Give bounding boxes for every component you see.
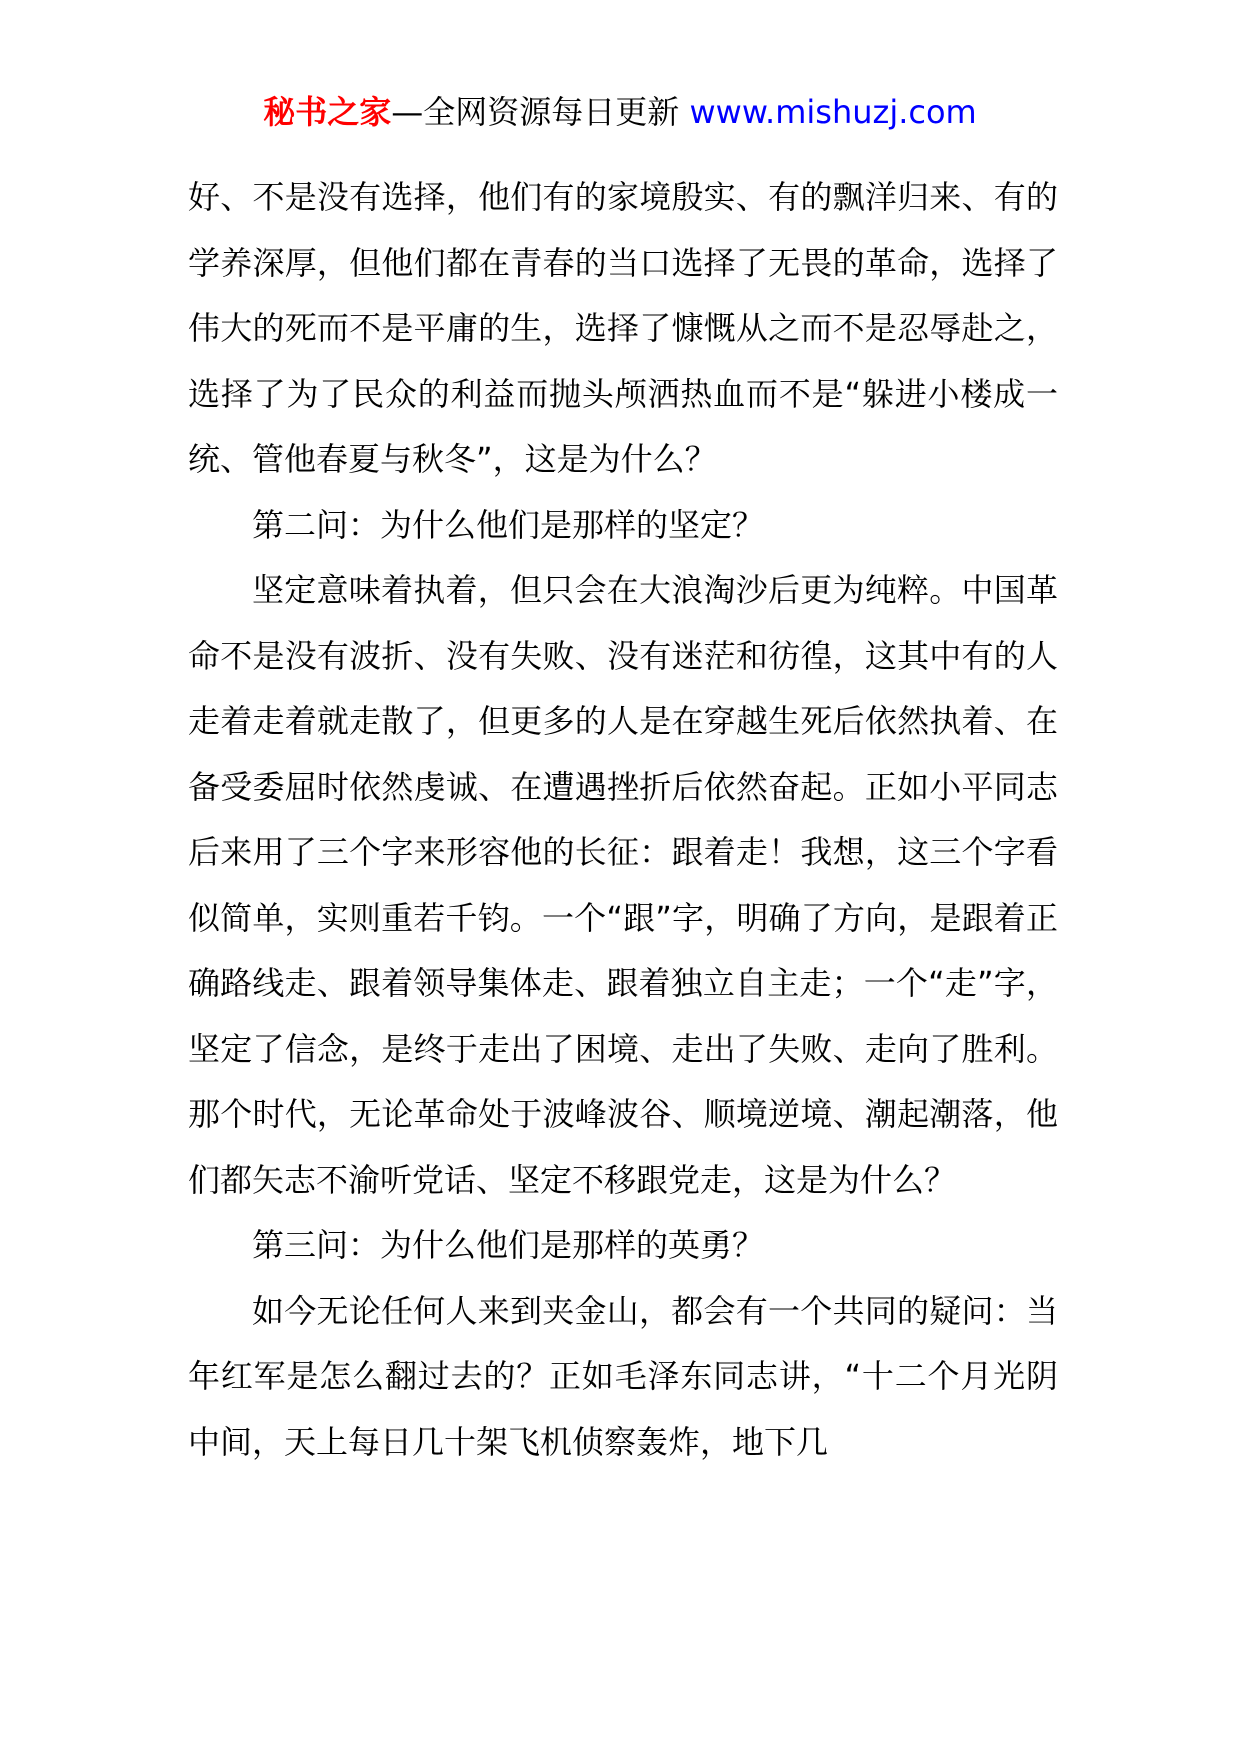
site-tagline: —全网资源每日更新	[391, 93, 680, 131]
paragraph-question-two: 坚定意味着执着，但只会在大浪淘沙后更为纯粹。中国革命不是没有波折、没有失败、没有迷茫和彷徨，这其中有的人走着走着就走散了，但更多的人是在穿越生死后依然执着、在备受委屈时依然虔诚、在遭遇挫折后依然奋起。正如小平同志后来用了三个字来形容他的长征：跟着走！我想，这三个字看似简单，实则重若千钧。一个“跟”字，明确了方向，是跟着正确路线走、跟着领导集体走、跟着独立自主走；一个“走”字，坚定了信念，是终于走出了困境、走出了失败、走向了胜利。那个时代，无论革命处于波峰波谷、顺境逆境、潮起潮落，他们都矢志不渝听党话、坚定不移跟党走，这是为什么？	[188, 571, 1058, 1199]
section-heading-question-two: 第二问：为什么他们是那样的坚定？	[252, 505, 765, 544]
paragraph-continued: 好、不是没有选择，他们有的家境殷实、有的飘洋归来、有的学养深厚，但他们都在青春的当口选择了无畏的革命，选择了伟大的死而不是平庸的生，选择了慷慨从之而不是忍辱赴之，选择了为了民众的利益而抛头颅洒热血而不是“躲进小楼成一统、管他春夏与秋冬”，这是为什么？	[188, 178, 1058, 478]
site-brand: 秘书之家	[263, 93, 392, 131]
section-heading-question-three: 第三问：为什么他们是那样的英勇？	[252, 1226, 765, 1264]
document-body	[188, 165, 1058, 1475]
page-header	[0, 92, 1240, 132]
site-url-link[interactable]: www.mishuzj.com	[689, 93, 977, 131]
paragraph-question-three: 如今无论任何人来到夹金山，都会有一个共同的疑问：当年红军是怎么翻过去的？正如毛泽东同志讲，“十二个月光阴中间，天上每日几十架飞机侦察轰炸，地下几	[188, 1291, 1058, 1461]
